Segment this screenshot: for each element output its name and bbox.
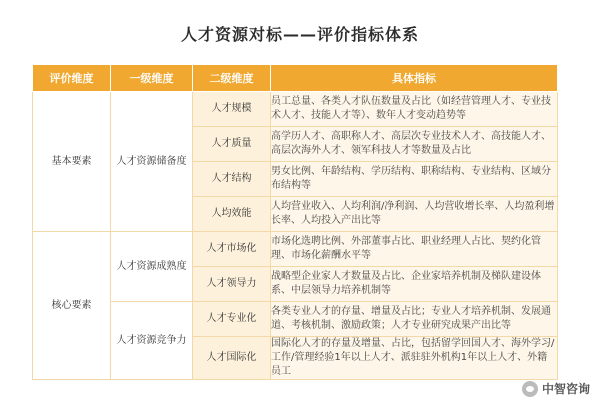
indicator-cell: 员工总量、各类人才队伍数量及占比（如经营管理人才、专业技术人才、技能人才等）、数年人才变动趋势等 <box>271 92 558 127</box>
indicator-cell: 高学历人才、高职称人才、高层次专业技术人才、高技能人才、高层次海外人才、领军科技人才等数量及占比 <box>271 127 558 162</box>
indicator-cell: 市场化选聘比例、外部董事占比、职业经理人占比、契约化管理、市场化薪酬水平等 <box>271 232 558 267</box>
header-dimension: 评价维度 <box>33 65 111 92</box>
page-title: 人才资源对标——评价指标体系 <box>180 25 419 44</box>
level1-cell: 人才资源成熟度 <box>111 232 193 302</box>
indicator-cell: 男女比例、年龄结构、学历结构、职称结构、专业结构、区域分布结构等 <box>271 162 558 197</box>
watermark <box>522 380 590 397</box>
indicator-cell: 各类专业人才的存量、增量及占比；专业人才培养机制、发展通道、考核机制、激励政策；人才专业研究成果产出比等 <box>271 302 558 337</box>
level2-cell: 人才质量 <box>193 127 271 162</box>
level2-cell: 人均效能 <box>193 197 271 232</box>
indicator-cell: 战略型企业家人才数量及占比、企业家培养机制及梯队建设体系、中层领导力培养机制等 <box>271 267 558 302</box>
level2-cell: 人才领导力 <box>193 267 271 302</box>
header-indicator: 具体指标 <box>271 65 558 92</box>
header-row <box>33 65 558 92</box>
level2-cell: 人才规模 <box>193 92 271 127</box>
level1-cell: 人才资源竞争力 <box>111 302 193 380</box>
indicator-cell: 国际化人才的存量及增量、占比，包括留学回国人才、海外学习/工作/管理经验1年以上人才、派驻驻外机构1年以上人才、外籍员工 <box>271 337 558 380</box>
level2-cell: 人才专业化 <box>193 302 271 337</box>
dimension-cell: 核心要素 <box>33 232 111 380</box>
header-level2: 二级维度 <box>193 65 271 92</box>
table-row <box>33 302 558 337</box>
level1-cell: 人才资源储备度 <box>111 92 193 232</box>
watermark-text: 中智咨询 <box>541 382 590 396</box>
level2-cell: 人才国际化 <box>193 337 271 380</box>
table-row <box>33 92 558 127</box>
table-row <box>33 232 558 267</box>
indicator-cell: 人均营业收入、人均利润/净利润、人均营收增长率、人均盈利增长率、人均投入产出比等 <box>271 197 558 232</box>
indicator-table <box>32 64 558 380</box>
header-level1: 一级维度 <box>111 65 193 92</box>
wechat-icon <box>522 381 538 397</box>
dimension-cell: 基本要素 <box>33 92 111 232</box>
level2-cell: 人才市场化 <box>193 232 271 267</box>
level2-cell: 人才结构 <box>193 162 271 197</box>
